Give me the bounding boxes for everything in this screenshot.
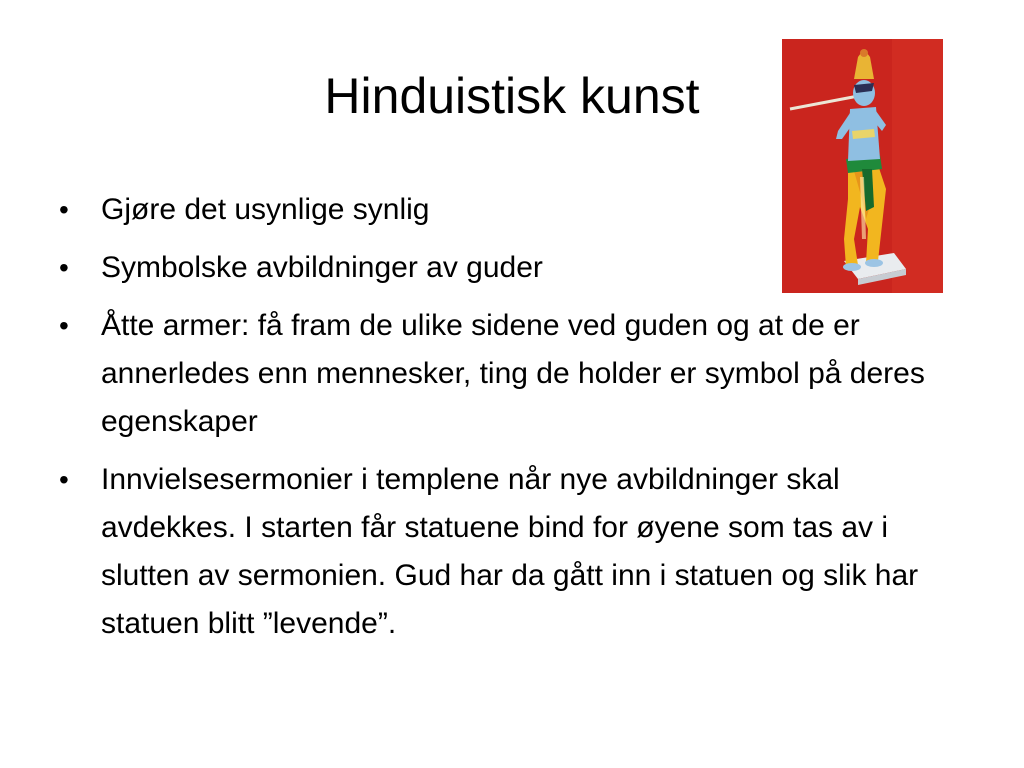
bullet-text: Åtte armer: få fram de ulike sidene ved guden og at de er annerledes enn mennesker, ting de holder er symbol på deres egenskaper	[101, 309, 925, 438]
bullet-text: Gjøre det usynlige synlig	[101, 193, 430, 226]
bullet-item	[56, 456, 956, 648]
bullet-item	[56, 186, 801, 234]
bullet-marker: •	[59, 194, 69, 225]
bullet-item	[56, 244, 801, 292]
bullet-marker: •	[59, 310, 69, 341]
bullet-text: Symbolske avbildninger av guder	[101, 251, 543, 284]
slide-title: Hinduistisk kunst	[324, 68, 700, 124]
bullet-text: Innvielsesermonier i templene når nye avbildninger skal avdekkes. I starten får statuene bind for øyene som tas av i slutten av sermonien. Gud har da gått inn i statuen og slik har statuen blitt ”levende”.	[101, 463, 919, 640]
bullet-marker: •	[59, 464, 69, 495]
bullet-list	[56, 186, 956, 658]
bullet-item	[56, 302, 956, 446]
bullet-marker: •	[59, 252, 69, 283]
